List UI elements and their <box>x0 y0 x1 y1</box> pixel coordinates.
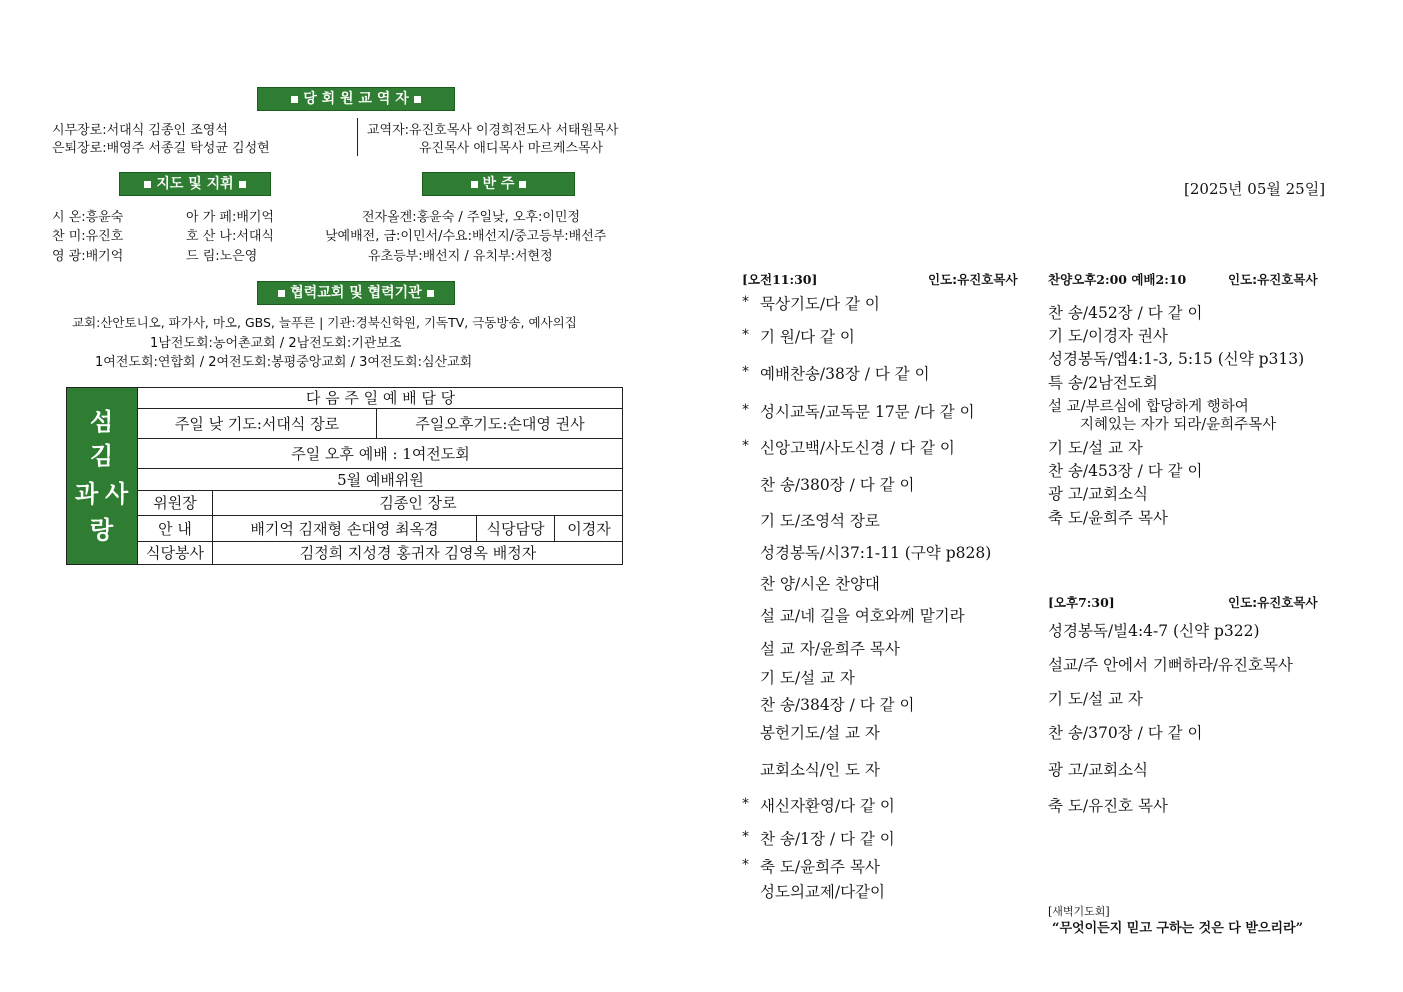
afternoon-order-item: 설 교/부르심에 합당하게 행하여 <box>1048 399 1249 415</box>
required-standing-marker: * <box>742 829 749 845</box>
guidance-choir: 찬 미:유진호 <box>52 229 124 244</box>
evening-leader: 인도:유진호목사 <box>1228 595 1318 610</box>
morning-order-item: 교회소식/인 도 자 <box>760 761 880 779</box>
accompaniment-row: 유초등부:배선지 / 유치부:서현정 <box>368 249 553 264</box>
square-bullet-icon <box>291 96 298 103</box>
accompaniment-header <box>422 172 575 196</box>
side-label-char: 과 <box>75 480 99 508</box>
afternoon-order-item: 찬 송/452장 / 다 같 이 <box>1048 304 1203 322</box>
afternoon-order-item: 성경봉독/엡4:1-3, 5:15 (신약 p313) <box>1048 350 1305 368</box>
duty-title <box>138 388 623 409</box>
square-bullet-icon <box>414 96 421 103</box>
ministers-line-1: 교역자:유진호목사 이경희전도사 서태원목사 <box>367 123 619 138</box>
side-label-char: 섬 <box>90 408 114 436</box>
accompaniment-row: 낮예배전, 금:이민서/수요:배선지/중고등부:배선주 <box>325 229 607 244</box>
morning-leader: 인도:유진호목사 <box>928 272 1018 287</box>
square-bullet-icon <box>239 181 246 188</box>
guide-label-text: 안 내 <box>158 520 192 538</box>
guide-value <box>213 516 477 542</box>
evening-time: [오후7:30] <box>1048 595 1115 610</box>
guidance-row <box>52 225 123 244</box>
partner-line-1: 교회:산안토니오, 파가사, 마오, GBS, 늘푸른 | 기관:경북신학원, 기독TV, 극동방송, 예사의집 <box>72 315 577 330</box>
duty-pm-service-text: 주일 오후 예배 : 1여전도회 <box>291 445 470 463</box>
afternoon-order-item: 특 송/2남전도회 <box>1048 374 1158 392</box>
morning-order-item: 기 도/설 교 자 <box>760 669 855 687</box>
cafeteria-label <box>477 516 555 542</box>
duty-month <box>138 469 623 491</box>
ministers-line-2: 유진목사 애디목사 마르케스목사 <box>419 141 604 156</box>
guidance-choir: 드 림:노은영 <box>186 249 258 264</box>
morning-order-item: 찬 송/384장 / 다 같 이 <box>760 696 915 714</box>
elders-retired: 은퇴장로:배영주 서종길 탁성균 김성현 <box>52 141 270 156</box>
meal-label <box>138 542 213 564</box>
afternoon-order-item: 기 도/이경자 권사 <box>1048 327 1168 345</box>
required-standing-marker: * <box>742 364 749 380</box>
guidance-row <box>186 206 274 225</box>
guidance-header-label: 지도 및 지휘 <box>156 176 234 192</box>
evening-order-item: 설교/주 안에서 기뻐하라/유진호목사 <box>1048 656 1293 674</box>
afternoon-order-item: 축 도/윤희주 목사 <box>1048 509 1168 527</box>
side-label-char: 랑 <box>90 516 114 544</box>
guidance-choir: 영 광:배기억 <box>52 249 124 264</box>
required-standing-marker: * <box>742 438 749 454</box>
afternoon-leader: 인도:유진호목사 <box>1228 272 1318 287</box>
duty-pm-service <box>138 439 623 469</box>
meal-value <box>213 542 623 564</box>
chair-value-text: 김종인 장로 <box>379 494 457 512</box>
chair-label-text: 위원장 <box>153 494 197 512</box>
morning-order-item: 예배찬송/38장 / 다 같 이 <box>760 365 930 383</box>
guidance-choir: 시 온:흥윤숙 <box>52 210 124 225</box>
morning-order-item: 찬 송/1장 / 다 같 이 <box>760 830 895 848</box>
cafeteria-value-text: 이경자 <box>567 520 611 538</box>
afternoon-order-item: 기 도/설 교 자 <box>1048 439 1143 457</box>
duty-title-text: 다 음 주 일 예 배 담 당 <box>305 389 456 407</box>
side-label-char: 김 <box>90 442 114 470</box>
required-standing-marker: * <box>742 796 749 812</box>
morning-order-item: 신앙고백/사도신경 / 다 같 이 <box>760 439 955 457</box>
evening-order-item: 기 도/설 교 자 <box>1048 690 1143 708</box>
guide-value-text: 배기억 김재형 손대영 최옥경 <box>250 520 439 538</box>
council-header <box>257 87 455 111</box>
partner-line-2: 1남전도회:농어촌교회 / 2남전도회:기관보조 <box>150 336 402 351</box>
dawn-label: [새벽기도회] <box>1048 905 1110 918</box>
morning-order-item: 설 교 자/윤희주 목사 <box>760 640 900 658</box>
morning-order-item: 성도의교제/다같이 <box>760 883 886 901</box>
morning-time: [오전11:30] <box>742 272 818 287</box>
morning-order-item: 성경봉독/시37:1-11 (구약 p828) <box>760 544 992 562</box>
guidance-row <box>52 206 123 225</box>
meal-label-text: 식당봉사 <box>146 544 204 562</box>
afternoon-order-item: 찬 송/453장 / 다 같 이 <box>1048 462 1203 480</box>
guidance-choir: 호 산 나:서대식 <box>186 229 274 244</box>
elders-active: 시무장로:서대식 김종인 조영석 <box>52 123 228 138</box>
partner-line-3: 1여전도회:연합회 / 2여전도회:봉평중앙교회 / 3여전도회:심산교회 <box>95 355 473 370</box>
meal-value-text: 김정희 지성경 홍귀자 김영옥 배정자 <box>299 544 537 562</box>
afternoon-order-item: 광 고/교회소식 <box>1048 485 1148 503</box>
bulletin-date: [2025년 05월 25일] <box>1184 180 1326 198</box>
partner-header <box>257 281 455 305</box>
evening-order-item: 광 고/교회소식 <box>1048 761 1148 779</box>
divider <box>357 118 358 156</box>
required-standing-marker: * <box>742 327 749 343</box>
required-standing-marker: * <box>742 294 749 310</box>
morning-order-item: 성시교독/교독문 17문 /다 같 이 <box>760 403 975 421</box>
cafeteria-label-text: 식당담당 <box>486 520 545 538</box>
square-bullet-icon <box>427 290 434 297</box>
council-header-label: 당 회 원 교 역 자 <box>303 91 409 107</box>
duty-morning-text: 주일 낮 기도:서대식 장로 <box>174 415 340 433</box>
morning-order-item: 찬 양/시온 찬양대 <box>760 575 880 593</box>
accompaniment-header-label: 반 주 <box>482 176 515 192</box>
morning-order-item: 찬 송/380장 / 다 같 이 <box>760 476 915 494</box>
required-standing-marker: * <box>742 857 749 873</box>
cafeteria-value <box>555 516 623 542</box>
morning-order-item: 기 도/조영석 장로 <box>760 512 880 530</box>
partner-header-label: 협력교회 및 협력기관 <box>290 285 422 301</box>
morning-order-item: 봉헌기도/설 교 자 <box>760 724 880 742</box>
morning-order-item: 축 도/윤희주 목사 <box>760 858 880 876</box>
evening-order-item: 성경봉독/빌4:4-7 (신약 p322) <box>1048 622 1260 640</box>
chair-value <box>213 491 623 516</box>
evening-order-item: 찬 송/370장 / 다 같 이 <box>1048 724 1203 742</box>
morning-order-item: 기 원/다 같 이 <box>760 328 855 346</box>
morning-order-item: 설 교/네 길을 여호와께 맡기라 <box>760 607 965 625</box>
morning-order-item: 묵상기도/다 같 이 <box>760 295 880 313</box>
duty-afternoon-text: 주일오후기도:손대영 권사 <box>415 415 585 433</box>
side-label-panel <box>67 388 137 564</box>
guidance-row <box>186 225 274 244</box>
duty-afternoon-prayer <box>377 409 623 439</box>
square-bullet-icon <box>519 181 526 188</box>
afternoon-time: 찬양오후2:00 예배2:10 <box>1048 272 1187 287</box>
morning-order-item: 새신자환영/다 같 이 <box>760 797 895 815</box>
guidance-row <box>52 245 123 264</box>
accompaniment-row: 전자올겐:홍윤숙 / 주일낮, 오후:이민정 <box>362 210 581 225</box>
square-bullet-icon <box>278 290 285 297</box>
guide-label <box>138 516 213 542</box>
dawn-verse: “무엇이든지 믿고 구하는 것은 다 받으리라” <box>1052 921 1304 936</box>
chair-label <box>138 491 213 516</box>
duty-table <box>66 387 623 565</box>
guidance-header <box>119 172 271 196</box>
guidance-choir: 아 가 페:배기억 <box>186 210 274 225</box>
square-bullet-icon <box>144 181 151 188</box>
duty-month-text: 5월 예배위원 <box>337 471 424 489</box>
afternoon-order-item: 지혜있는 자가 되라/윤희주목사 <box>1080 417 1277 433</box>
guidance-row <box>186 245 257 264</box>
side-label-char: 사 <box>105 480 129 508</box>
duty-morning-prayer <box>138 409 377 439</box>
square-bullet-icon <box>471 181 478 188</box>
evening-order-item: 축 도/유진호 목사 <box>1048 797 1168 815</box>
required-standing-marker: * <box>742 402 749 418</box>
